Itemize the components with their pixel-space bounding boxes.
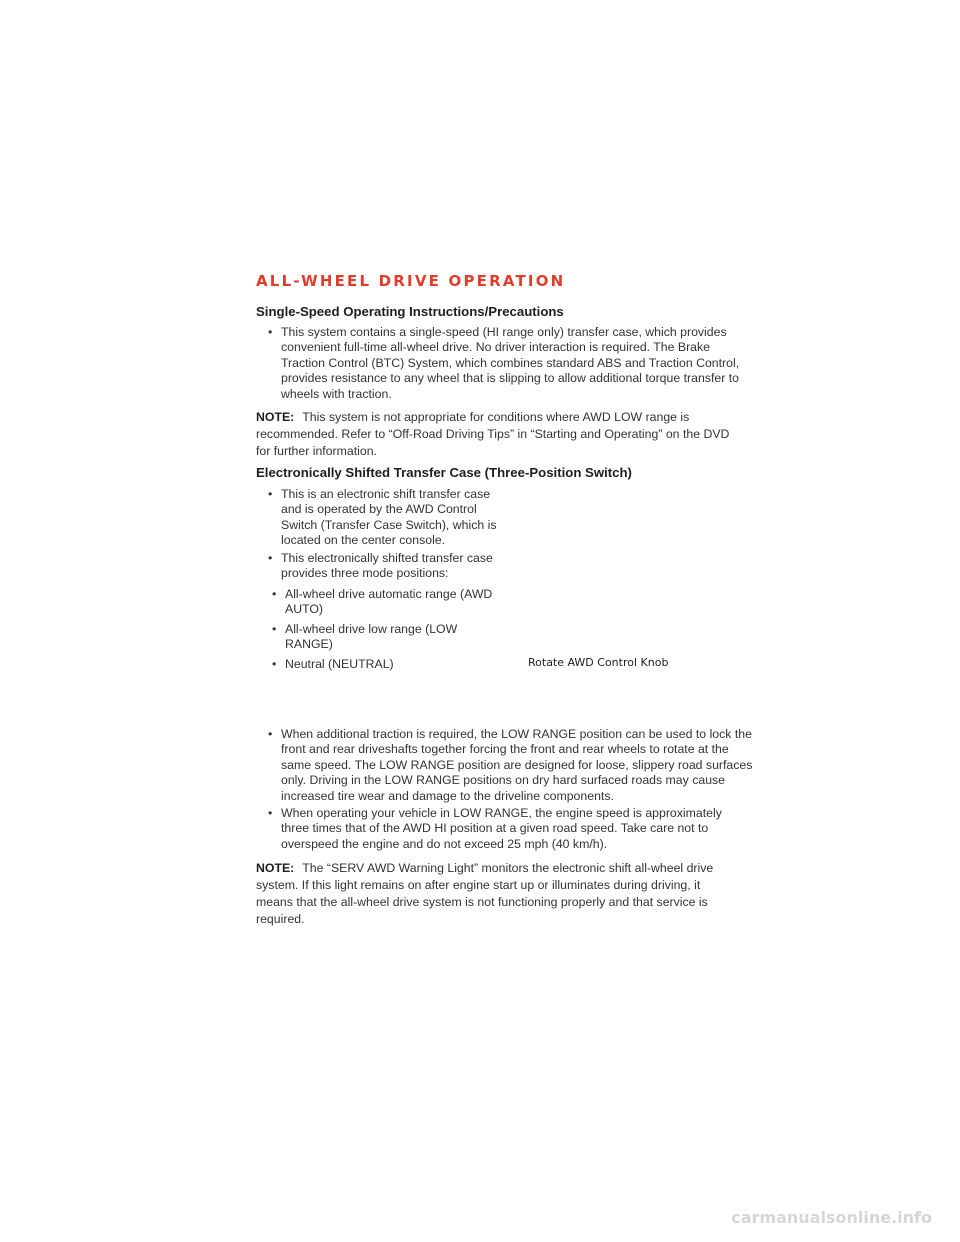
bullet-text: This is an electronic shift transfer case and is operated by the AWD Control Switch (Transfer Case Switch), which is located on the center console.: [281, 487, 497, 548]
bullet-text: All-wheel drive automatic range (AWD AUTO): [285, 587, 493, 617]
note-text: The “SERV AWD Warning Light” monitors the electronic shift all-wheel drive system. If this light remains on after engine start up or illuminates during driving, it means that the all-wheel drive system is not functioning properly and that service is required.: [256, 861, 714, 926]
note-awd-low: [256, 409, 736, 460]
note-serv-awd: [256, 860, 736, 928]
bullet-dot: •: [272, 587, 277, 601]
awd-knob-image: [512, 484, 732, 654]
bullet-dot: •: [268, 806, 273, 820]
bullet-text: When additional traction is required, the LOW RANGE position can be used to lock the front and rear driveshafts together forcing the front and rear wheels to rotate at the same speed. The LOW RANGE position are designed for loose, slippery road surfaces only. Driving in the LOW RANGE positions on dry hard surfaced roads may cause increased tire wear and damage to the driveline components.: [281, 727, 753, 803]
bullet-electronic-shift: [268, 487, 511, 549]
bullet-single-speed: [268, 325, 749, 402]
note-label: NOTE:: [256, 861, 295, 875]
sub-bullet-awd-auto: [272, 587, 507, 618]
note-label: NOTE:: [256, 410, 295, 424]
bullet-dot: •: [268, 487, 273, 501]
awd-knob-figure: [512, 484, 732, 672]
bullet-dot: •: [268, 325, 273, 339]
sub-bullet-neutral: [272, 657, 507, 672]
section-title: ALL-WHEEL DRIVE OPERATION: [256, 272, 566, 290]
bullet-text: When operating your vehicle in LOW RANGE, the engine speed is approximately three times that of the AWD HI position at a given road speed. Take care not to overspeed the engine and do not exceed 25 mph (40 km/h).: [281, 806, 722, 851]
single-speed-heading: Single-Speed Operating Instructions/Precautions: [256, 304, 564, 319]
bullet-engine-speed: [268, 806, 753, 852]
bullet-text: Neutral (NEUTRAL): [285, 657, 394, 671]
bullet-dot: •: [272, 622, 277, 636]
bullet-dot: •: [272, 657, 277, 671]
bullet-dot: •: [268, 727, 273, 741]
bullet-text: This system contains a single-speed (HI range only) transfer case, which provides convenient full-time all-wheel drive. No driver interaction is required. The Brake Traction Control (BTC) System, which combines standard ABS and Traction Control, provides resistance to any wheel that is slipping to allow additional torque transfer to wheels with traction.: [281, 325, 740, 401]
bullet-low-range-lock: [268, 727, 753, 804]
sub-bullet-low-range: [272, 622, 507, 653]
bullet-text: All-wheel drive low range (LOW RANGE): [285, 622, 458, 652]
watermark: carmanualsonline.info: [731, 1208, 932, 1227]
bullet-dot: •: [268, 551, 273, 565]
note-text: This system is not appropriate for conditions where AWD LOW range is recommended. Refer to “Off-Road Driving Tips” in “Starting and Operating” on the DVD for further information.: [256, 410, 730, 458]
electronic-heading: Electronically Shifted Transfer Case (Three-Position Switch): [256, 465, 632, 480]
bullet-text: This electronically shifted transfer case provides three mode positions:: [281, 551, 493, 581]
figure-caption: Rotate AWD Control Knob: [528, 656, 669, 669]
bullet-three-modes: [268, 551, 511, 582]
